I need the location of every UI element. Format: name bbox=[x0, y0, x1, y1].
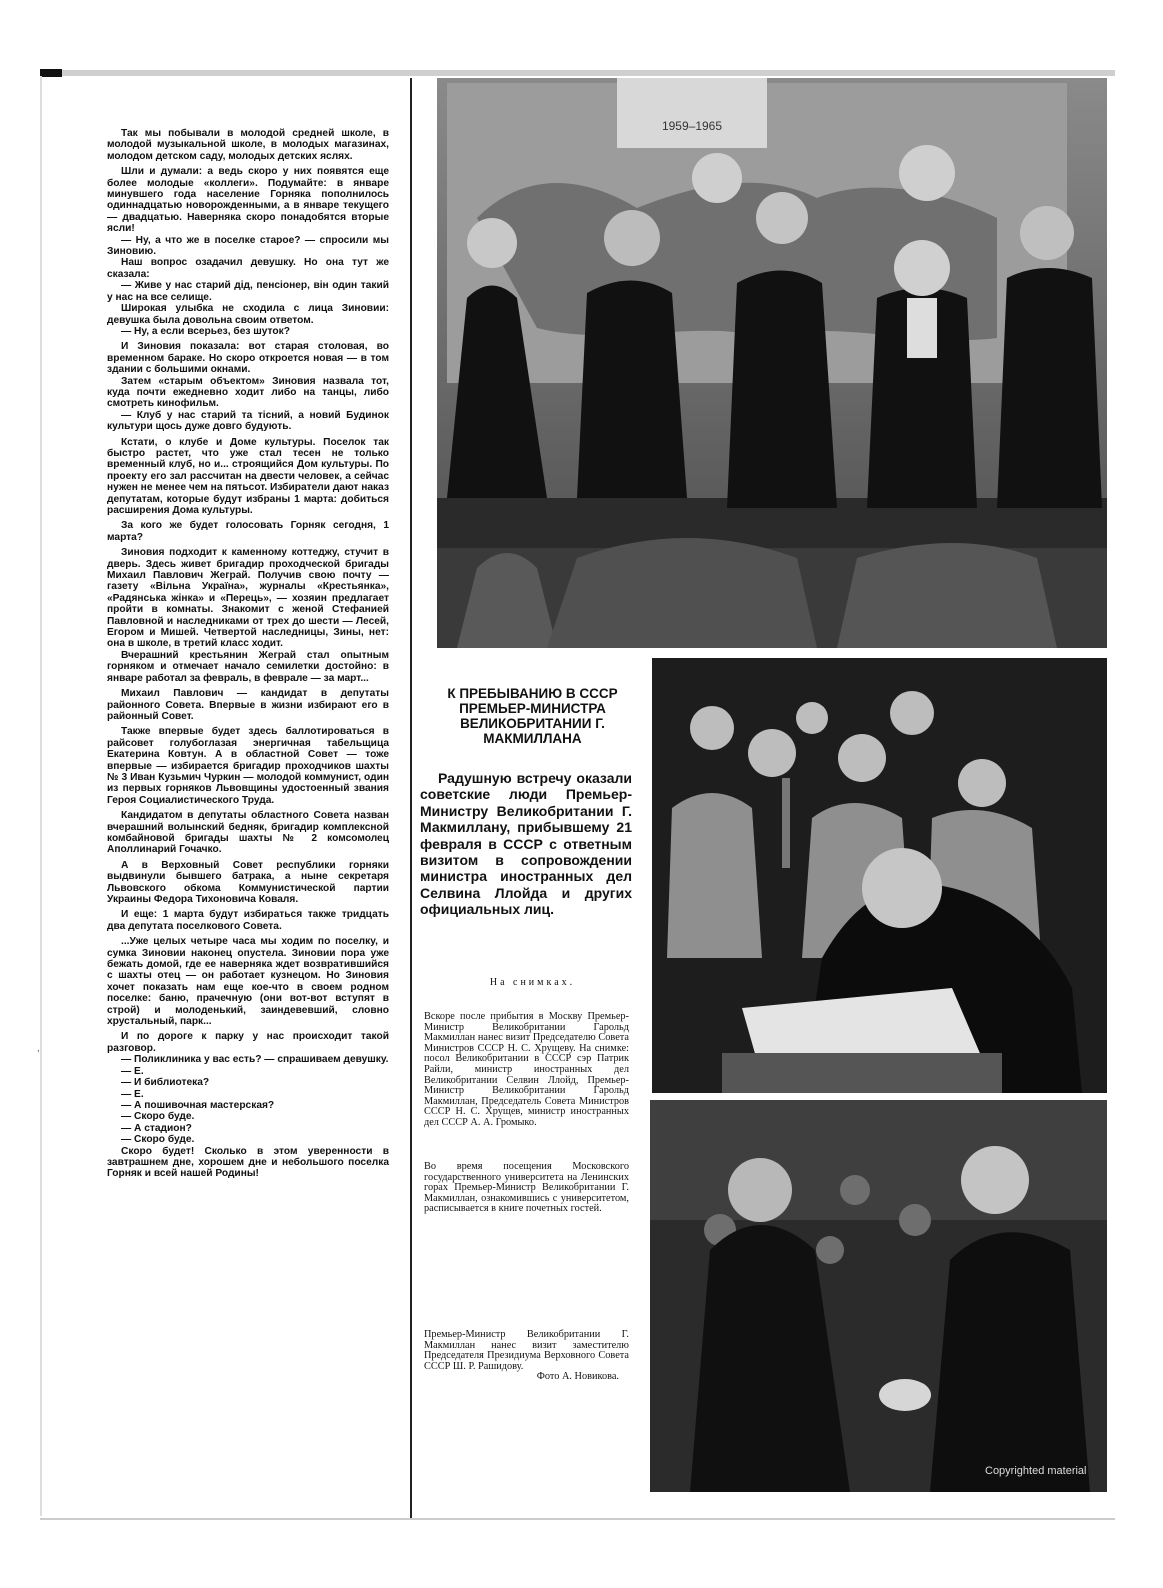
article-paragraph: ...Уже целых четыре часа мы ходим по поселку, и сумка Зиновии наконец опустела. Зиновии пора уже бежать домой, где ее наверняка ждет возвратившийся с шахты отец — он работает кузнецом. Но Зиновия хочет показать нам еще кое-что в своем родном поселке: баню, прачечную (они вот-вот вступят в строй) и молоденький, заиндевевший, словно хрустальный, парк... bbox=[107, 936, 389, 1028]
article-paragraph: Наш вопрос озадачил девушку. Но она тут же сказала: bbox=[107, 257, 389, 280]
article-paragraph: А в Верховный Совет республики горняки выдвинули бывшего батрака, а ныне секретаря Львовского обкома Коммунистической партии Украины Федора Тихоновича Коваля. bbox=[107, 859, 389, 905]
article-paragraph: За кого же будет голосовать Горняк сегодня, 1 марта? bbox=[107, 520, 389, 543]
caption-2: Во время посещения Московского государственного университета на Ленинских горах Премьер-Министр Великобритании Г. Макмиллан, ознакомившись с университетом, расписывается в книге почетных гостей. bbox=[424, 1161, 629, 1215]
article-paragraph: — Ну, а если всерьез, без шуток? bbox=[121, 325, 290, 337]
article-paragraph: И Зиновия показала: вот старая столовая, во временном бараке. Но скоро откроется новая — в том здании с большими окнами. bbox=[107, 341, 389, 376]
article-paragraph: Вчерашний крестьянин Жеграй стал опытным горняком и отмечает начало семилетки достойно: в январе работал за февраль, в феврале — за март... bbox=[107, 649, 389, 684]
article-paragraph: — Скоро буде. bbox=[121, 1134, 195, 1146]
watermark: Copyrighted material bbox=[985, 1465, 1087, 1477]
captions-heading: На снимках. bbox=[489, 977, 576, 988]
bottom-rule bbox=[40, 1518, 1115, 1520]
article-paragraph: И еще: 1 марта будут избираться также тридцать два депутата поселкового Совета. bbox=[107, 909, 389, 932]
feature-lead bbox=[420, 770, 632, 918]
article-paragraph: — Ну, а что же в поселке старое? — спросили мы Зиновию. bbox=[107, 234, 389, 258]
photo-signing-guest-book bbox=[652, 658, 1107, 1093]
article-text-column bbox=[107, 128, 389, 1180]
article-paragraph: Кандидатом в депутаты областного Совета назван вчерашний волынский бедняк, бригадир комплексной комбайновой бригады шахты № 2 комсомолец Аполлинарий Гочачко. bbox=[107, 810, 389, 856]
article-paragraph: — А пошивочная мастерская? bbox=[121, 1099, 275, 1111]
caption-3 bbox=[424, 1330, 629, 1383]
article-paragraph: И по дороге к парку у нас происходит такой разговор. bbox=[107, 1031, 389, 1054]
caption-1: Вскоре после прибытия в Москву Премьер-Министр Великобритании Гарольд Макмиллан нанес визит Председателю Совета Министров СССР Н. С. Хрущеву. На снимке: посол Великобритании в СССР сэр Патрик Райли, министр иностранных дел Великобритании Селвин Ллойд, Премьер-Министр Великобритании Гарольд Макмиллан, Председатель Совета Министров СССР Н. С. Хрущев, министр иностранных дел СССР А. А. Громыко. bbox=[424, 1011, 629, 1128]
article-paragraph: Шли и думали: а ведь скоро у них появятся еще более молодые «коллеги». Подумайте: в январе минувшего года население Горняка пополнилось одиннадцатью новорожденными, а в январе текущего — двадцатью. Наверняка скоро понадобятся вторые ясли! bbox=[107, 166, 389, 235]
corner-mark bbox=[40, 69, 62, 77]
article-paragraph: Также впервые будет здесь баллотироваться в райсовет голубоглазая энергичная табельщица Екатерина Ковтун. А в областной Совет — тоже впервые — избирается бригадир проходчиков шахты № 3 Иван Кузьмич Чуркин — молодой коммунист, один из первых горняков Львовщины удостоенный звания Героя Социалистического Труда. bbox=[107, 726, 389, 806]
article-paragraph: — Скоро буде. bbox=[121, 1111, 195, 1123]
photo-group-at-map bbox=[437, 78, 1107, 648]
map-poster-title: 1959–1965 bbox=[661, 119, 723, 133]
article-paragraph: — Клуб у нас старий та тісний, а новий Будинок культури щось дуже довго будують. bbox=[107, 409, 389, 433]
feature-headline: К ПРЕБЫВАНИЮ В СССР ПРЕМЬЕР-МИНИСТРА ВЕЛИКОБРИТАНИИ Г. МАКМИЛЛАНА bbox=[447, 686, 618, 746]
column-divider bbox=[410, 78, 412, 1518]
top-rule bbox=[40, 70, 1115, 76]
article-paragraph: — И библиотека? bbox=[121, 1077, 210, 1089]
article-paragraph: — Е. bbox=[121, 1065, 144, 1077]
photo-handshake bbox=[650, 1100, 1107, 1492]
article-paragraph: — А стадион? bbox=[121, 1122, 192, 1134]
article-paragraph: — Е. bbox=[121, 1088, 144, 1100]
article-paragraph: Михаил Павлович — кандидат в депутаты районного Совета. Впервые в жизни избирают его в районный Совет. bbox=[107, 688, 389, 722]
feature-lead-text: Радушную встречу оказали советские люди Премьер-Министру Великобритании Г. Макмиллану, прибывшему 21 февраля в СССР с ответным визитом в сопровождении министра иностранных дел Селвина Ллойда и других официальных лиц. bbox=[420, 770, 632, 918]
article-paragraph: Скоро будет! Сколько в этом уверенности в завтрашнем дне, хорошем дне и небольшого поселка Горняк и всей нашей Родины! bbox=[107, 1145, 389, 1180]
left-margin-line bbox=[40, 76, 42, 1516]
article-paragraph: Широкая улыбка не сходила с лица Зиновии: девушка была довольна своим ответом. bbox=[107, 303, 389, 326]
article-paragraph: — Живе у нас старий дід, пенсіонер, він один такий у нас на все селище. bbox=[107, 280, 389, 303]
article-paragraph: Затем «старым объектом» Зиновия назвала тот, куда почти ежедневно ходит либо на танцы, либо смотреть кинофильм. bbox=[107, 375, 389, 410]
article-paragraph: — Поликлиника у вас есть? — спрашиваем девушку. bbox=[121, 1054, 389, 1066]
article-paragraph: Кстати, о клубе и Доме культуры. Поселок так быстро растет, что уже стал тесен не только временный клуб, но и... строящийся Дом культуры. По проекту его зал рассчитан на двести человек, а сейчас нужен не менее чем на пятьсот. Избиратели дают наказ депутатам, которые будут избраны 1 марта: добиться расширения Дома культуры. bbox=[107, 436, 390, 516]
caption-3-text: Премьер-Министр Великобритании Г. Макмиллан нанес визит заместителю Председателя Президиума Верховного Совета СССР Ш. Р. Рашидову. bbox=[424, 1329, 629, 1372]
article-paragraph: Зиновия подходит к каменному коттеджу, стучит в дверь. Здесь живет бригадир проходческой бригады Михаил Павлович Жеграй. Получив свою почту — газету «Вільна Україна», журналы «Крестьянка», «Радянська жінка» и «Перець», — хозяин предлагает пройти в комнаты. Знакомит с женой Стефанией Павловной и наследниками от трех до шести — Лесей, Егором и Мишей. Четвертой наследницы, Зины, нет: она в школе, в третий класс ходит. bbox=[107, 547, 389, 650]
article-paragraph: Так мы побывали в молодой средней школе, в молодой музыкальной школе, в молодых магазинах, молодом детском саду, молодых детских яслях. bbox=[107, 128, 389, 162]
photo-credit: Фото А. Новикова. bbox=[536, 1371, 619, 1383]
margin-mark: , bbox=[37, 1043, 40, 1053]
